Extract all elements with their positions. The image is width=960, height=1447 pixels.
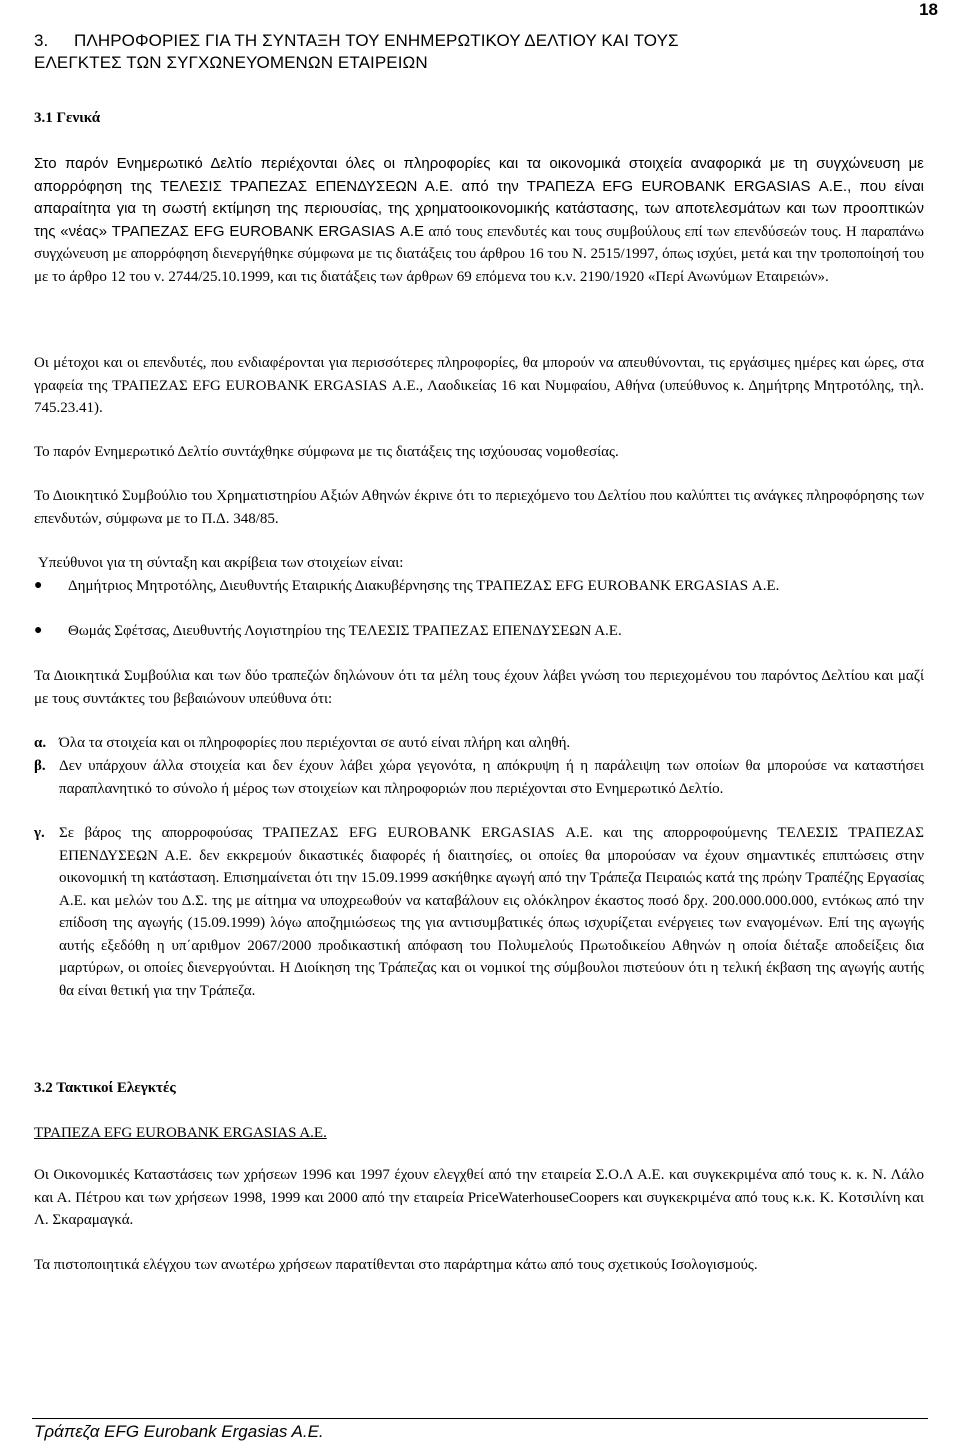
- subsection-title-3-1: 3.1 Γενικά: [34, 110, 101, 126]
- section-number: 3.: [34, 31, 49, 50]
- section-title-line2: ΕΛΕΓΚΤΕΣ ΤΩΝ ΣΥΓΧΩΝΕΥΟΜΕΝΩΝ ΕΤΑΙΡΕΙΩΝ: [34, 53, 428, 72]
- bullet-icon: ●: [34, 623, 43, 638]
- paragraph-board-declaration: Τα Διοικητικά Συμβούλια και των δύο τραπεζών δηλώνουν ότι τα μέλη τους έχουν λάβει γνώση του περιεχομένου του παρόντος Δελτίου και μαζί με τους συντάκτες του βεβαιώνουν υπεύθυνα ότι:: [34, 668, 924, 707]
- bullet-item: [34, 620, 924, 643]
- auditor-bank-name: ΤΡΑΠΕΖΑ EFG EUROBANK ERGASIAS A.E.: [34, 1125, 327, 1141]
- paragraph-audit-certificates: Τα πιστοποιητικά ελέγχου των ανωτέρω χρήσεων παρατίθενται στο παράρτημα κάτω από τους σχετικούς Ισολογισμούς.: [34, 1257, 758, 1273]
- paragraph-responsible-persons: Υπεύθυνοι για τη σύνταξη και ακρίβεια των στοιχείων είναι:: [38, 555, 404, 571]
- paragraph-board-approval: Το Διοικητικό Συμβούλιο του Χρηματιστηρίου Αξιών Αθηνών έκρινε ότι το περιεχόμενο του Δελτίου που καλύπτει τις ανάγκες πληροφόρησης των επενδυτών, σύμφωνα με το Π.Δ. 348/85.: [34, 488, 924, 527]
- declaration-item-text: Σε βάρος της απορροφούσας ΤΡΑΠΕΖΑΣ EFG EUROBANK ERGASIAS Α.Ε. και της απορροφούμενης ΤΕΛΕΣΙΣ ΤΡΑΠΕΖΑΣ ΕΠΕΝΔΥΣΕΩΝ Α.Ε. δεν εκκρεμούν δικαστικές διαφορές ή διαιτησίες, οι οποίες θα μπορούσαν να έχουν σημαντικές επιπτώσεις στην οικονομική τη κατάσταση. Επισημαίνεται ότι την 15.09.1999 ασκήθηκε αγωγή από την Τράπεζα Πειραιώς κατά της πρώην Τραπέζης Εργασίας Α.Ε. και μελών του Δ.Σ. της με αίτημα να υποχρεωθούν να καταβάλουν εις ολόκληρον έκαστος ποσό δρχ. 200.000.000.000, εντόκως από την επίδοση της αγωγής (15.09.1999) λόγω αποζημιώσεως της για αντισυμβατικές όπως ισχυρίζεται ενέργειες των εναγομένων. Επί της αγωγής αυτής εξεδόθη η υπ΄αριθμον 2067/2000 προδικαστική απόφαση του Πολυμελούς Πρωτοδικείου Αθηνών η οποία διέταξε αποδείξεις δια μαρτύρων, οι οποίες διενεργούνται. Η Διοίκηση της Τράπεζας και οι νομικοί της σύμβουλοι πιστεύουν ότι η τελική έκβαση της αγωγής αυτής θα είναι θετική για την Τράπεζα.: [59, 825, 924, 999]
- bullet-item: [34, 575, 924, 598]
- declaration-item-text: Δεν υπάρχουν άλλα στοιχεία και δεν έχουν λάβει χώρα γεγονότα, η απόκρυψη ή η παράλειψη των οποίων θα μπορούσε να καταστήσει παραπλανητικό το σύνολο ή μέρος των στοιχείων και πληροφοριών που περιέχονται στο Ενημερωτικό Δελτίο.: [59, 758, 924, 797]
- page-number: 18: [919, 0, 938, 19]
- bullet-text: Δημήτριος Μητροτόλης, Διευθυντής Εταιρικής Διακυβέρνησης της ΤΡΑΠΕΖΑΣ EFG EUROBANK ERGASIAS Α.Ε.: [68, 578, 780, 594]
- section-heading: [34, 30, 936, 74]
- section-title-line1: ΠΛΗΡΟΦΟΡΙΕΣ ΓΙΑ ΤΗ ΣΥΝΤΑΞΗ ΤΟΥ ΕΝΗΜΕΡΩΤΙΚΟΥ ΔΕΛΤΙΟΥ ΚΑΙ ΤΟΥΣ: [74, 31, 679, 50]
- declaration-item-label: β.: [34, 758, 46, 774]
- page-footer: Τράπεζα EFG Eurobank Ergasias A.E.: [34, 1422, 324, 1441]
- paragraph-merger-intro-a: Στο παρόν Ενημερωτικό Δελτίο περιέχονται όλες οι πληροφορίες και τα οικονομικά στοιχεία αναφορικά με τη συγχώνευση με απορρόφηση της ΤΕΛΕΣΙΣ ΤΡΑΠΕΖΑΣ ΕΠΕΝΔΥΣΕΩΝ Α.Ε. από την ΤΡΑΠΕΖΑ EFG EUROBANK ERGASIAS Α.Ε., που είναι απαραίτητα για τη σωστή εκτίμηση της περιουσίας, της χρηματοοικονομικής κατάστασης, των αποτελεσμάτων και των προοπτικών της «νέας» ΤΡΑΠΕΖΑΣ EFG EUROBANK ERGASIAS Α.Ε: [34, 155, 924, 240]
- declaration-item-text: Όλα τα στοιχεία και οι πληροφορίες που περιέχονται σε αυτό είναι πλήρη και αληθή.: [59, 735, 571, 751]
- declaration-item-label: γ.: [34, 825, 45, 841]
- declaration-item-label: α.: [34, 735, 47, 751]
- bullet-text: Θωμάς Σφέτσας, Διευθυντής Λογιστηρίου της ΤΕΛΕΣΙΣ ΤΡΑΠΕΖΑΣ ΕΠΕΝΔΥΣΕΩΝ Α.Ε.: [68, 623, 622, 639]
- paragraph-merger-intro: [34, 153, 924, 288]
- subsection-title-3-2: 3.2 Τακτικοί Ελεγκτές: [34, 1080, 176, 1096]
- paragraph-legislation: Το παρόν Ενημερωτικό Δελτίο συντάχθηκε σύμφωνα με τις διατάξεις της ισχύουσας νομοθεσίας.: [34, 444, 619, 460]
- bullet-icon: ●: [34, 578, 43, 593]
- declaration-item: [34, 822, 924, 1002]
- declaration-item: [34, 755, 924, 800]
- paragraph-merger-intro-b: από τους επενδυτές και τους συμβούλους επί των επενδύσεών τους. Η παραπάνω συγχώνευση με απορρόφηση διενεργήθηκε σύμφωνα με τις διατάξεις του άρθρου 16 του Ν. 2515/1997, όπως ισχύει, μετά και την τροποποίησή του με το άρθρο 12 του ν. 2744/25.10.1999, και τις διατάξεις των άρθρων 69 επόμενα του κ.ν. 2190/1920 «Περί Ανωνύμων Εταιρειών».: [34, 223, 924, 285]
- paragraph-auditors: Οι Οικονομικές Καταστάσεις των χρήσεων 1996 και 1997 έχουν ελεγχθεί από την εταιρεία Σ.Ο.Λ Α.Ε. και συγκεκριμένα από τους κ. κ. Ν. Λάλο και Α. Πέτρου και των χρήσεων 1998, 1999 και 2000 από την εταιρεία PriceWaterhouseCoopers και συγκεκριμένα από τους κ.κ. Κ. Κοτσιλίνη και Λ. Σκαραμαγκά.: [34, 1167, 924, 1228]
- paragraph-contact-info: Οι μέτοχοι και οι επενδυτές, που ενδιαφέρονται για περισσότερες πληροφορίες, θα μπορούν να απευθύνονται, τις εργάσιμες ημέρες και ώρες, στα γραφεία της ΤΡΑΠΕΖΑΣ EFG EUROBANK ERGASIAS Α.Ε., Λαοδικείας 16 και Νυμφαίου, Αθήνα (υπεύθυνος κ. Δημήτρης Μητροτόλης, τηλ. 745.23.41).: [34, 355, 924, 416]
- footer-divider: [32, 1418, 928, 1419]
- declaration-item: [34, 732, 924, 755]
